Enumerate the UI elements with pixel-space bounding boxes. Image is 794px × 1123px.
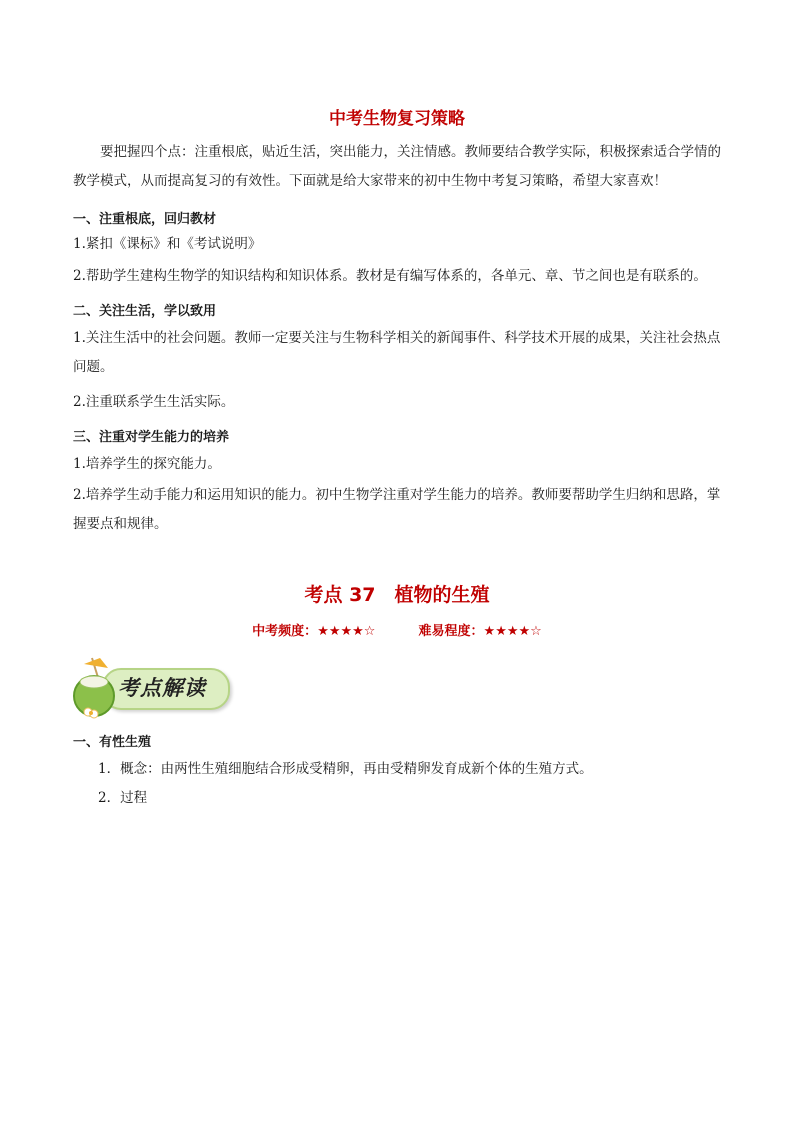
section-heading-2: 二、关注生活，学以致用 — [73, 304, 217, 319]
section-3-item-1: 1.培养学生的探究能力。 — [73, 456, 221, 472]
document-title: 中考生物复习策略 — [329, 109, 465, 129]
content-item-2: 2．过程 — [98, 790, 148, 806]
section-heading-3: 三、注重对学生能力的培养 — [73, 430, 230, 445]
section-heading-1: 一、注重根底，回归教材 — [73, 212, 217, 227]
difficulty-stars: ★★★★☆ — [483, 624, 542, 639]
badge-label: 考点解读 — [118, 675, 206, 700]
frequency-label: 中考频度： — [252, 624, 318, 639]
content-heading: 一、有性生殖 — [73, 735, 152, 750]
topic-title: 考点 37 植物的生殖 — [304, 584, 490, 606]
section-1-item-1: 1.紧扣《课标》和《考试说明》 — [73, 236, 262, 252]
content-item-1: 1．概念：由两性生殖细胞结合形成受精卵，再由受精卵发育成新个体的生殖方式。 — [98, 761, 593, 777]
rating-line — [0, 620, 794, 639]
intro-paragraph: 要把握四个点：注重根底，贴近生活，突出能力，关注情感。教师要结合教学实际，积极探索适合学情的教学模式，从而提高复习的有效性。下面就是给大家带来的初中生物中考复习策略，希望大家喜欢！ — [73, 144, 721, 189]
frequency-stars: ★★★★☆ — [317, 624, 376, 639]
section-2-item-1: 1.关注生活中的社会问题。教师一定要关注与生物科学相关的新闻事件、科学技术开展的成果，关注社会热点问题。 — [73, 330, 721, 375]
section-1-item-2: 2.帮助学生建构生物学的知识结构和知识体系。教材是有编写体系的，各单元、章、节之间也是有联系的。 — [73, 268, 707, 284]
topic-badge — [70, 654, 230, 720]
section-3-item-2: 2.培养学生动手能力和运用知识的能力。初中生物学注重对学生能力的培养。教师要帮助学生归纳和思路，掌握要点和规律。 — [73, 487, 721, 532]
difficulty-label: 难易程度： — [418, 624, 484, 639]
section-2-item-2: 2.注重联系学生生活实际。 — [73, 394, 235, 410]
